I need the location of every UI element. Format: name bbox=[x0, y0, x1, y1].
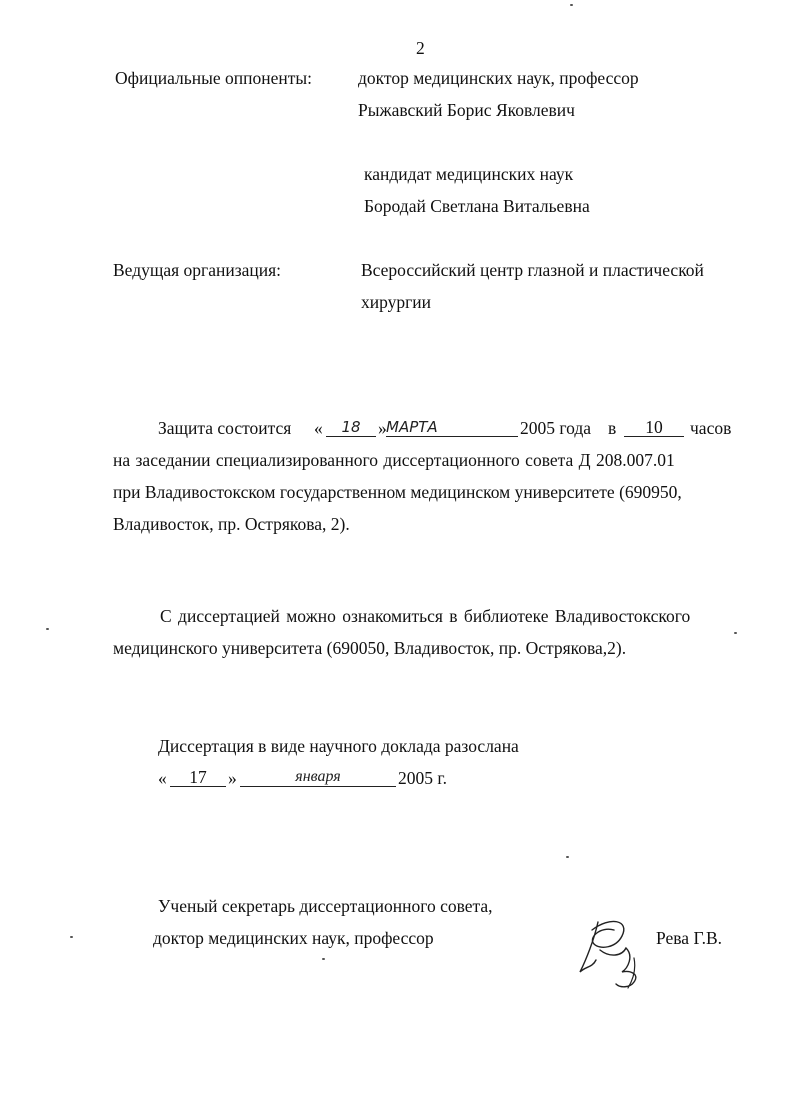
defense-day: 18 bbox=[326, 418, 376, 437]
defense-in-word: в bbox=[608, 418, 617, 438]
defense-hours-word: часов bbox=[690, 418, 732, 438]
scan-speck bbox=[734, 632, 737, 634]
scan-speck bbox=[46, 628, 49, 630]
leading-org-line2: хирургии bbox=[361, 292, 432, 312]
defense-year: 2005 года bbox=[520, 418, 592, 438]
mailing-line1: Диссертация в виде научного доклада разослана bbox=[158, 736, 519, 756]
opponent-2-degree: кандидат медицинских наук bbox=[364, 164, 574, 184]
mailing-day: 17 bbox=[170, 768, 226, 787]
mailing-year: 2005 г. bbox=[398, 768, 447, 788]
opponent-2-name: Бородай Светлана Витальевна bbox=[364, 196, 590, 216]
secretary-line1: Ученый секретарь диссертационного совета, bbox=[158, 896, 493, 916]
mailing-month: января bbox=[240, 768, 396, 787]
leading-org-line1: Всероссийский центр глазной и пластической bbox=[361, 260, 704, 280]
scan-speck bbox=[70, 936, 73, 938]
scan-speck bbox=[566, 856, 569, 858]
secretary-name: Рева Г.В. bbox=[656, 928, 723, 948]
defense-close-quote: » bbox=[378, 418, 387, 438]
defense-hour: 10 bbox=[624, 418, 684, 437]
mailing-open-quote: « bbox=[158, 768, 167, 788]
scan-speck bbox=[570, 4, 573, 6]
secretary-line2: доктор медицинских наук, профессор bbox=[153, 928, 434, 948]
opponents-label: Официальные оппоненты: bbox=[115, 68, 312, 88]
leading-org-label: Ведущая организация: bbox=[113, 260, 282, 280]
defense-line2: на заседании специализированного диссертационного совета Д 208.007.01 bbox=[113, 450, 675, 470]
library-line2: медицинского университета (690050, Владивосток, пр. Острякова,2). bbox=[113, 638, 627, 658]
defense-line4: Владивосток, пр. Острякова, 2). bbox=[113, 514, 350, 534]
defense-line3: при Владивостокском государственном медицинском университете (690950, bbox=[113, 482, 682, 502]
defense-open-quote: « bbox=[314, 418, 323, 438]
scan-speck bbox=[322, 958, 325, 960]
mailing-close-quote: » bbox=[228, 768, 237, 788]
signature bbox=[570, 910, 660, 995]
defense-month: МАРТА bbox=[386, 418, 518, 437]
library-line1: С диссертацией можно ознакомиться в библиотеке Владивостокского bbox=[160, 606, 691, 626]
opponent-1-degree: доктор медицинских наук, профессор bbox=[358, 68, 639, 88]
defense-prefix: Защита состоится bbox=[158, 418, 292, 438]
page-number: 2 bbox=[416, 38, 425, 58]
opponent-1-name: Рыжавский Борис Яковлевич bbox=[358, 100, 575, 120]
